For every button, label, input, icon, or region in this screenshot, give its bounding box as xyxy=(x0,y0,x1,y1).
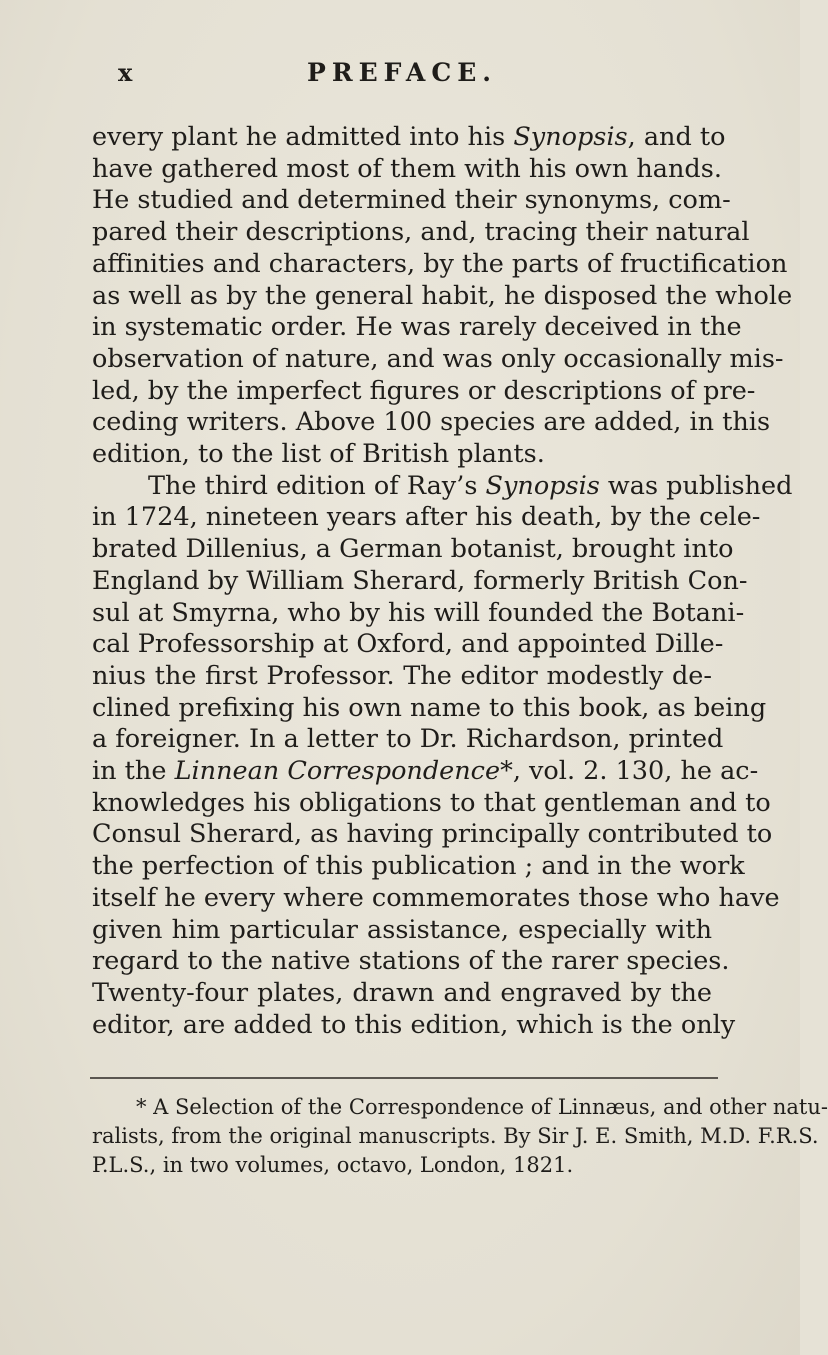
text-run: in the xyxy=(92,756,175,787)
body-text xyxy=(92,122,793,1041)
text-run: in systematic order. He was rarely deceived in the xyxy=(92,312,742,343)
text-run: editor, are added to this edition, which is the only xyxy=(92,1009,736,1040)
italic-text: Linnean Correspondence xyxy=(174,756,501,787)
running-title: PREFACE. xyxy=(307,58,497,87)
text-line xyxy=(92,882,780,915)
text-line xyxy=(92,248,788,281)
text-run: Twenty-four plates, drawn and engraved by the xyxy=(92,977,712,1008)
text-line xyxy=(92,661,712,693)
text-run: England by William Sherard, formerly British Con- xyxy=(92,565,748,596)
text-line xyxy=(92,978,712,1010)
text-line xyxy=(92,534,734,566)
footnote-line: ralists, from the original manuscripts. By Sir J. E. Smith, M.D. F.R.S. xyxy=(92,1124,819,1149)
text-line xyxy=(92,756,759,788)
text-run: , and to xyxy=(627,122,726,152)
text-line xyxy=(92,312,742,344)
text-run: a foreigner. In a letter to Dr. Richardson, printed xyxy=(92,724,724,755)
text-line xyxy=(92,565,748,598)
text-run: sul at Smyrna, who by his will founded the Botani- xyxy=(92,597,745,628)
text-line xyxy=(92,280,793,313)
text-run: He studied and determined their synonyms, com- xyxy=(92,185,731,216)
text-line xyxy=(92,1009,736,1042)
text-run: edition, to the list of British plants. xyxy=(92,439,545,470)
running-head xyxy=(92,58,712,94)
text-line xyxy=(92,787,771,820)
text-line xyxy=(92,629,724,661)
text-run: affinities and characters, by the parts of fructification xyxy=(92,248,788,279)
text-run: ceding writers. Above 100 species are added, in this xyxy=(92,407,771,438)
text-line xyxy=(92,915,712,947)
footnote-line: P.L.S., in two volumes, octavo, London, 1821. xyxy=(92,1153,574,1178)
text-line xyxy=(92,502,761,534)
text-line xyxy=(92,153,722,186)
text-run: itself he every where commemorates those who have xyxy=(92,882,780,913)
text-line xyxy=(92,439,712,471)
text-run: brated Dillenius, a German botanist, brought into xyxy=(92,534,734,565)
footnote-line: * A Selection of the Correspondence of Linnæus, and other natu- xyxy=(136,1095,828,1120)
text-run: have gathered most of them with his own hands. xyxy=(92,153,722,184)
text-line xyxy=(92,724,724,756)
text-run: nius the first Professor. The editor modestly de- xyxy=(92,660,712,691)
text-line xyxy=(92,597,745,630)
text-run: pared their descriptions, and, tracing their natural xyxy=(92,217,750,248)
text-run: observation of nature, and was only occasionally mis- xyxy=(92,343,784,374)
text-line xyxy=(92,692,767,725)
text-line xyxy=(92,407,771,439)
text-run: regard to the native stations of the rarer species. xyxy=(92,946,730,977)
text-line xyxy=(92,819,773,851)
text-line xyxy=(92,375,756,408)
text-line xyxy=(92,343,784,376)
text-run: given him particular assistance, especially with xyxy=(92,914,712,945)
text-line xyxy=(92,946,730,978)
footnote xyxy=(92,1093,828,1180)
text-run: clined prefixing his own name to this book, as being xyxy=(92,692,767,723)
text-run: was published xyxy=(599,470,793,501)
text-run: *, vol. 2. 130, he ac- xyxy=(500,756,759,787)
text-run: the perfection of this publication ; and in the work xyxy=(92,851,745,882)
text-line xyxy=(92,122,726,154)
text-run: led, by the imperfect figures or descriptions of pre- xyxy=(92,375,756,406)
text-line xyxy=(92,851,745,883)
text-line xyxy=(92,185,731,217)
italic-text: Synopsis xyxy=(513,122,628,152)
text-run: cal Professorship at Oxford, and appointed Dille- xyxy=(92,629,724,660)
text-line xyxy=(92,217,750,249)
text-run: The third edition of Ray’s xyxy=(148,470,486,501)
page-number: x xyxy=(118,58,134,87)
text-run: Consul Sherard, as having principally contributed to xyxy=(92,819,773,850)
footnote-rule xyxy=(90,1077,718,1079)
text-run: knowledges his obligations to that gentleman and to xyxy=(92,787,771,818)
text-run: in 1724, nineteen years after his death, by the cele- xyxy=(92,502,761,533)
text-run: every plant he admitted into his xyxy=(92,122,514,152)
text-run: as well as by the general habit, he disposed the whole xyxy=(92,280,793,311)
italic-text: Synopsis xyxy=(485,470,600,501)
text-line xyxy=(92,470,793,503)
